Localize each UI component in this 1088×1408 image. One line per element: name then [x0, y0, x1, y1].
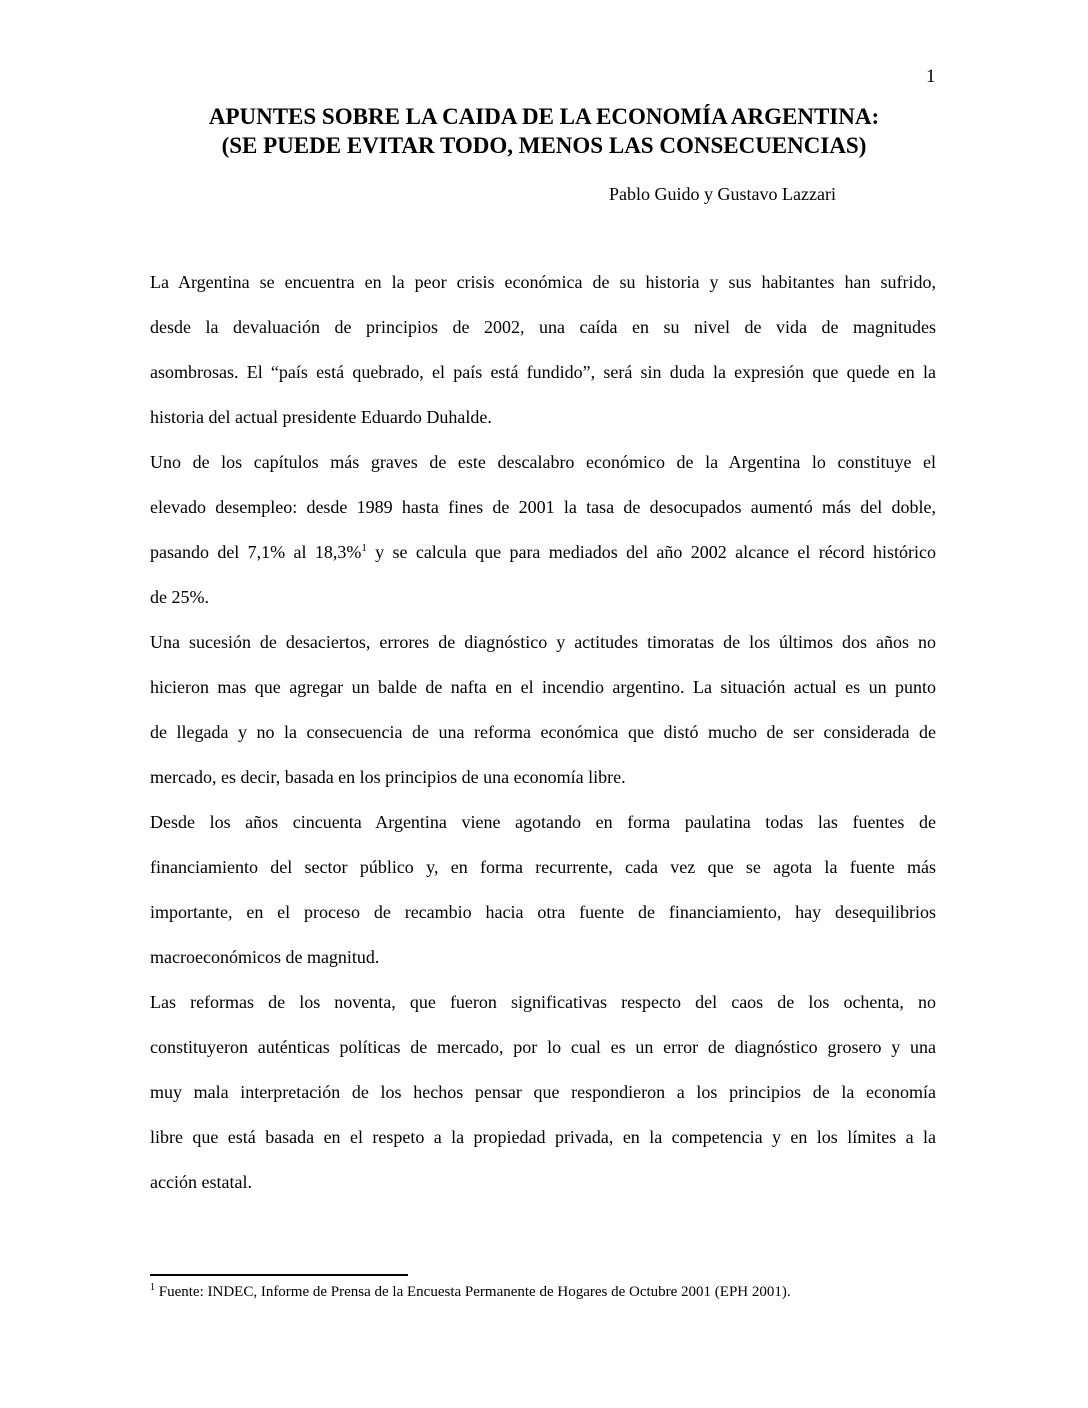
text-line: constituyeron auténticas políticas de mercado, por lo cual es un error de diagnóstico grosero y una: [150, 1037, 936, 1057]
text-line: desde la devaluación de principios de 2002, una caída en su nivel de vida de magnitudes: [150, 317, 936, 337]
footnote-text: Fuente: INDEC, Informe de Prensa de la Encuesta Permanente de Hogares de Octubre 2001 (EPH 2001).: [155, 1284, 791, 1300]
text-segment: y se calcula que para mediados del año 2002 alcance el récord histórico: [366, 542, 936, 562]
text-line: importante, en el proceso de recambio hacia otra fuente de financiamiento, hay desequilibrios: [150, 902, 936, 922]
document-title: [0, 102, 1088, 160]
text-line: Una sucesión de desaciertos, errores de diagnóstico y actitudes timoratas de los últimos dos años no: [150, 632, 936, 652]
text-line: de 25%.: [150, 587, 209, 607]
text-line: libre que está basada en el respeto a la propiedad privada, en la competencia y en los límites a la: [150, 1127, 936, 1147]
document-body: [150, 260, 936, 1205]
text-line: historia del actual presidente Eduardo Duhalde.: [150, 407, 492, 427]
text-line: Desde los años cincuenta Argentina viene agotando en forma paulatina todas las fuentes de: [150, 812, 936, 832]
text-line-with-footnote: [150, 530, 936, 575]
text-line: Uno de los capítulos más graves de este descalabro económico de la Argentina lo constituye el: [150, 452, 936, 472]
paragraph-2: [150, 440, 936, 620]
text-line: Las reformas de los noventa, que fueron significativas respecto del caos de los ochenta, no: [150, 992, 936, 1012]
text-line: La Argentina se encuentra en la peor crisis económica de su historia y sus habitantes han sufrido,: [150, 272, 936, 292]
text-line: acción estatal.: [150, 1172, 252, 1192]
footnote-separator: [150, 1274, 408, 1276]
paragraph-3: [150, 620, 936, 800]
authors: Pablo Guido y Gustavo Lazzari: [609, 184, 836, 204]
text-line: elevado desempleo: desde 1989 hasta fines de 2001 la tasa de desocupados aumentó más del doble,: [150, 497, 936, 517]
text-line: muy mala interpretación de los hechos pensar que respondieron a los principios de la economía: [150, 1082, 936, 1102]
footnote: [150, 1284, 791, 1301]
paragraph-5: [150, 980, 936, 1205]
text-segment: pasando del 7,1% al 18,3%: [150, 542, 362, 562]
text-line: macroeconómicos de magnitud.: [150, 947, 380, 967]
footnote-reference[interactable]: 1: [361, 542, 367, 554]
text-line: hicieron mas que agregar un balde de nafta en el incendio argentino. La situación actual es un punto: [150, 677, 936, 697]
paragraph-1: [150, 260, 936, 440]
text-line: asombrosas. El “país está quebrado, el país está fundido”, será sin duda la expresión que quede en la: [150, 362, 936, 382]
title-line-2: (SE PUEDE EVITAR TODO, MENOS LAS CONSECUENCIAS): [221, 133, 867, 158]
footnote-marker: 1: [150, 1282, 155, 1293]
page-number: 1: [926, 66, 936, 87]
text-line: financiamiento del sector público y, en forma recurrente, cada vez que se agota la fuente más: [150, 857, 936, 877]
title-line-1: APUNTES SOBRE LA CAIDA DE LA ECONOMÍA ARGENTINA:: [208, 104, 880, 129]
text-line: mercado, es decir, basada en los principios de una economía libre.: [150, 767, 626, 787]
text-line: de llegada y no la consecuencia de una reforma económica que distó mucho de ser considerada de: [150, 722, 936, 742]
paragraph-4: [150, 800, 936, 980]
